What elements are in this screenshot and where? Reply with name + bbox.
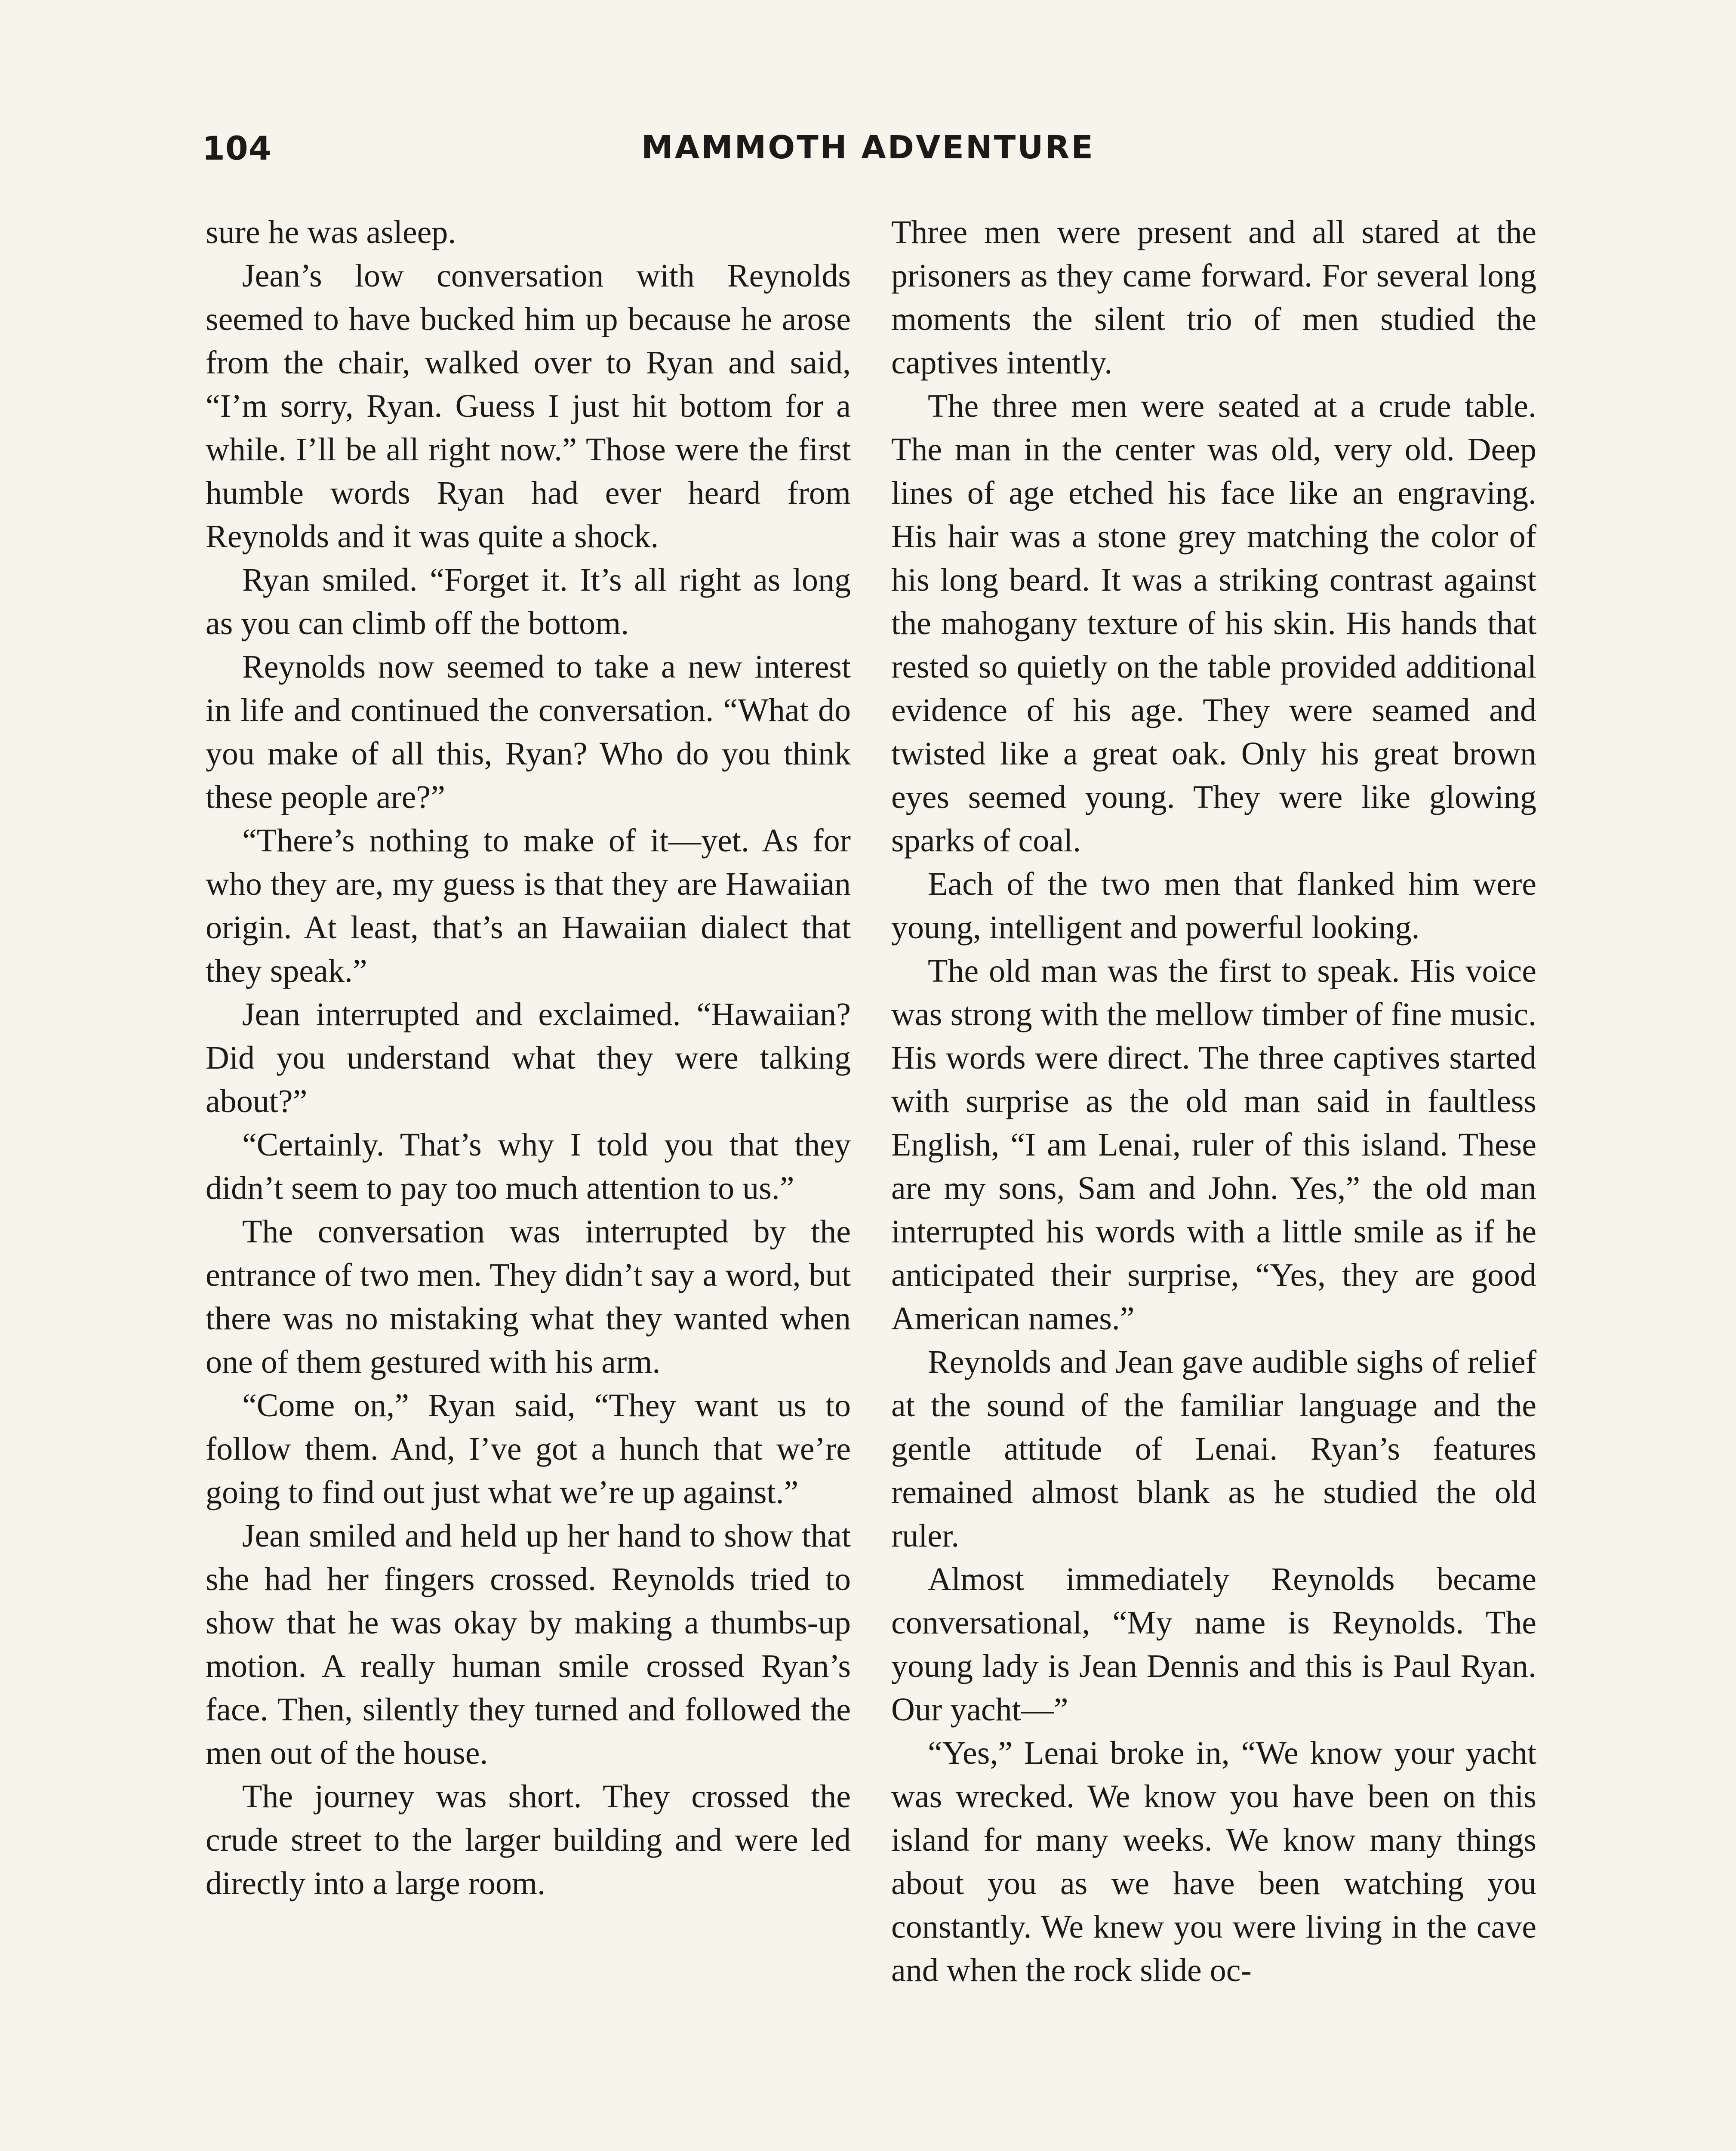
paragraph: Each of the two men that flanked him were young, intelligent and powerful looking. xyxy=(891,866,1536,946)
paragraph: Reynolds now seemed to take a new interest in life and continued the conversation. “What do you make of all this, Ryan? Who do you think these people are?” xyxy=(206,649,851,815)
paragraph: Three men were present and all stared at the prisoners as they came forward. For several long moments the silent trio of men studied the captives intently. xyxy=(891,214,1536,381)
paragraph: The three men were seated at a crude table. The man in the center was old, very old. Deep lines of age etched his face like an engraving. His hair was a stone grey matching the color of his long beard. It was a striking contrast against the mahogany texture of his skin. His hands that rested so quietly on the table provided additional evidence of his age. They were seamed and twisted like a great oak. Only his great brown eyes seemed young. They were like glowing sparks of coal. xyxy=(891,388,1536,859)
paragraph: The old man was the first to speak. His voice was strong with the mellow timber of fine music. His words were direct. The three captives started with surprise as the old man said in faultless English, “I am Lenai, ruler of this island. These are my sons, Sam and John. Yes,” the old man interrupted his words with a little smile as if he anticipated their surprise, “Yes, they are good American names.” xyxy=(891,953,1536,1337)
paragraph: Reynolds and Jean gave audible sighs of relief at the sound of the familiar language and the gentle attitude of Lenai. Ryan’s features remained almost blank as he studied the old ruler. xyxy=(891,1344,1536,1554)
paragraph: Jean interrupted and exclaimed. “Hawaiian? Did you understand what they were talking about?” xyxy=(206,996,851,1119)
paragraph: “Come on,” Ryan said, “They want us to follow them. And, I’ve got a hunch that we’re going to find out just what we’re up against.” xyxy=(206,1387,851,1510)
page-number: 104 xyxy=(202,129,272,167)
left-column xyxy=(206,211,851,2151)
paragraph: “Yes,” Lenai broke in, “We know your yacht was wrecked. We know you have been on this island for many weeks. We know many things about you as we have been watching you constantly. We knew you were living in the cave and when the rock slide oc- xyxy=(891,1735,1536,1988)
paragraph: sure he was asleep. xyxy=(206,214,456,250)
paragraph: Almost immediately Reynolds became conversational, “My name is Reynolds. The young lady is Jean Dennis and this is Paul Ryan. Our yacht—” xyxy=(891,1561,1536,1728)
paragraph: The journey was short. They crossed the crude street to the larger building and were led directly into a large room. xyxy=(206,1778,851,1901)
running-head: MAMMOTH ADVENTURE xyxy=(641,129,1095,166)
right-column xyxy=(891,211,1536,2151)
paragraph: Jean’s low conversation with Reynolds seemed to have bucked him up because he arose from the chair, walked over to Ryan and said, “I’m sorry, Ryan. Guess I just hit bottom for a while. I’ll be all right now.” Those were the first humble words Ryan had ever heard from Reynolds and it was quite a shock. xyxy=(206,258,851,555)
paragraph: “Certainly. That’s why I told you that they didn’t seem to pay too much attention to us.” xyxy=(206,1127,851,1206)
paragraph: The conversation was interrupted by the entrance of two men. They didn’t say a word, but there was no mistaking what they wanted when one of them gestured with his arm. xyxy=(206,1214,851,1380)
paragraph: “There’s nothing to make of it—yet. As for who they are, my guess is that they are Hawaiian origin. At least, that’s an Hawaiian dialect that they speak.” xyxy=(206,823,851,989)
paragraph: Ryan smiled. “Forget it. It’s all right as long as you can climb off the bottom. xyxy=(206,562,851,641)
paragraph: Jean smiled and held up her hand to show that she had her fingers crossed. Reynolds tried to show that he was okay by making a thumbs-up motion. A really human smile crossed Ryan’s face. Then, silently they turned and followed the men out of the house. xyxy=(206,1518,851,1771)
